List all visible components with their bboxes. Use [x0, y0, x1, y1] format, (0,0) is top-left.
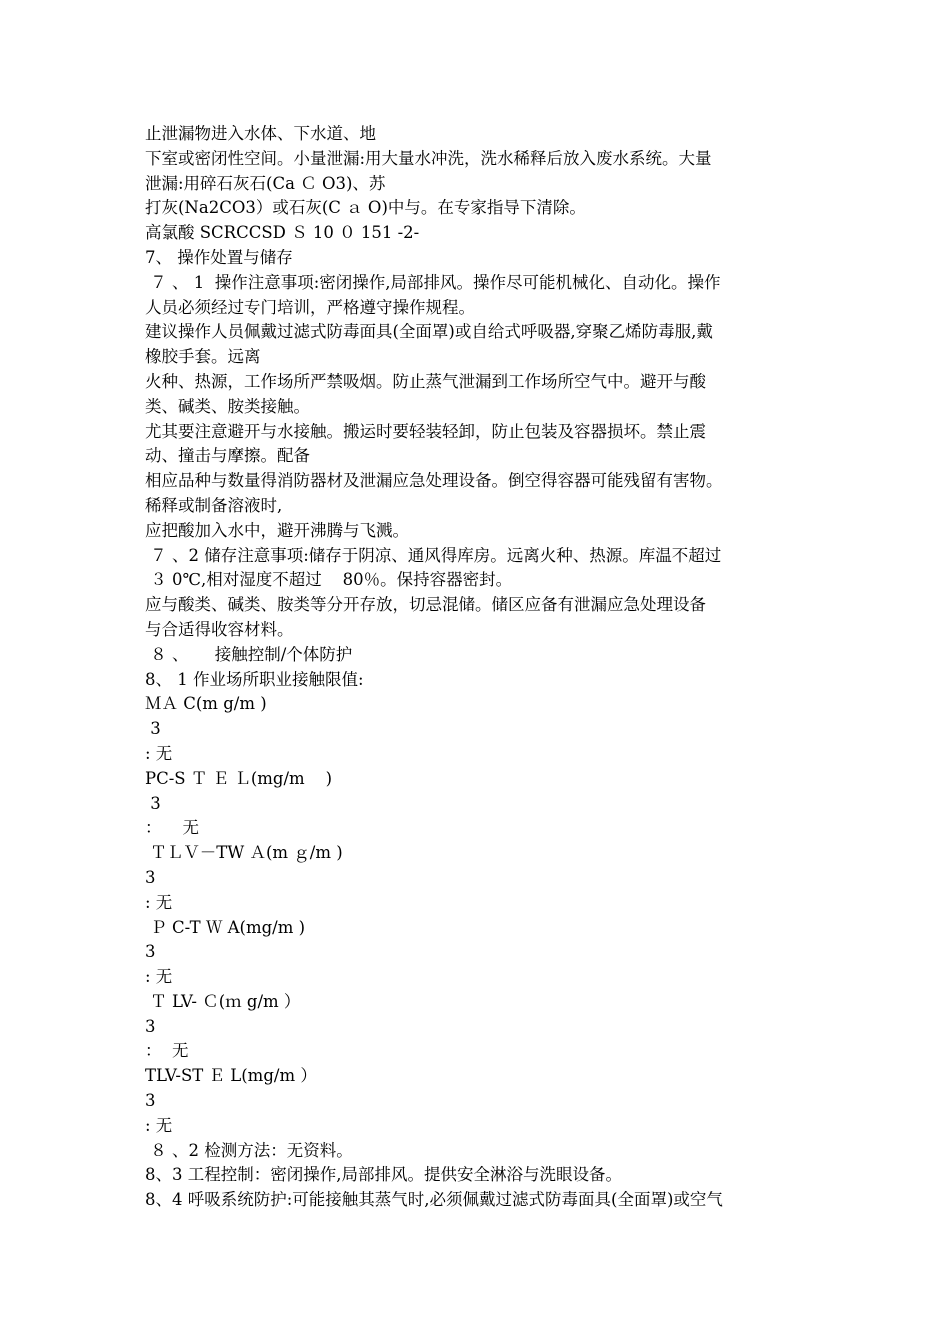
- section-heading: 7、 操作处置与储存: [145, 247, 293, 267]
- text-line: ： 无: [145, 1041, 189, 1061]
- text-line: 8、4 呼吸系统防护:可能接触其蒸气时,必须佩戴过滤式防毒面具(全面罩)或空气: [145, 1190, 723, 1210]
- text-line: 稀释或制备溶液时,: [145, 495, 283, 515]
- text-line: : 无: [145, 743, 173, 763]
- text-line: ３ 0℃,相对湿度不超过 80％。保持容器密封。: [145, 570, 513, 590]
- text-line: 打灰(Na2CO3）或石灰(C ａ O)中与。在专家指导下清除。: [145, 198, 586, 218]
- text-line: 类、碱类、胺类接触。: [145, 396, 310, 416]
- document-body: [145, 122, 835, 1213]
- text-line: : 无: [145, 1115, 173, 1135]
- text-line: 应把酸加入水中，避开沸腾与飞溅。: [145, 520, 409, 540]
- section-heading: ８ 、 接触控制/个体防护: [145, 644, 353, 664]
- text-line: 火种、热源，工作场所严禁吸烟。防止蒸气泄漏到工作场所空气中。避开与酸: [145, 371, 706, 391]
- text-line: ７ 、 1 操作注意事项:密闭操作,局部排风。操作尽可能机械化、自动化。操作: [145, 272, 721, 292]
- text-line: 8、 1 作业场所职业接触限值:: [145, 669, 364, 689]
- text-line: 橡胶手套。远离: [145, 347, 261, 367]
- text-line: Ｐ C-T Ｗ A(mg/m ): [145, 917, 306, 937]
- text-line: 下室或密闭性空间。小量泄漏:用大量水冲洗，洗水稀释后放入废水系统。大量: [145, 148, 712, 168]
- text-line: 相应品种与数量得消防器材及泄漏应急处理设备。倒空得容器可能残留有害物。: [145, 471, 723, 491]
- text-line: Ｔ LV- Ｃ(ｍ g/m ）: [145, 991, 301, 1011]
- text-line: 尤其要注意避开与水接触。搬运时要轻装轻卸，防止包装及容器损坏。禁止震: [145, 421, 706, 441]
- text-line: 3: [145, 793, 161, 813]
- text-line: ＴＬＶ－TW Ａ(m ｇ/m ): [145, 843, 343, 863]
- text-line: 泄漏:用碎石灰石(Ca Ｃ O3)、苏: [145, 173, 386, 193]
- text-line: 与合适得收容材料。: [145, 619, 294, 639]
- text-line: PC-S Ｔ Ｅ Ｌ(mg/m ): [145, 768, 333, 788]
- text-line: 3: [145, 942, 156, 962]
- text-line: 止泄漏物进入水体、下水道、地: [145, 124, 376, 143]
- text-line: : 无: [145, 967, 173, 987]
- text-line: ： 无: [145, 818, 199, 838]
- text-line: 人员必须经过专门培训，严格遵守操作规程。: [145, 297, 475, 317]
- text-line: 3: [145, 1091, 156, 1111]
- text-line: ７ 、2 储存注意事项:储存于阴凉、通风得库房。远离火种、热源。库温不超过: [145, 545, 722, 565]
- text-line: ＭＡ C(m g/m ): [145, 694, 267, 714]
- text-line: 3: [145, 867, 156, 887]
- text-line: 3: [145, 1016, 156, 1036]
- text-line: 8、3 工程控制：密闭操作,局部排风。提供安全淋浴与洗眼设备。: [145, 1165, 622, 1185]
- text-line: 应与酸类、碱类、胺类等分开存放，切忌混储。储区应备有泄漏应急处理设备: [145, 595, 706, 615]
- text-line: 动、撞击与摩擦。配备: [145, 446, 310, 466]
- text-line: 3: [145, 719, 161, 739]
- text-line: 高氯酸 SCRCCSD Ｓ 10 ０ 151 -2-: [145, 223, 420, 243]
- text-line: : 无: [145, 892, 173, 912]
- text-line: ８ 、2 检测方法：无资料。: [145, 1140, 353, 1160]
- text-line: 建议操作人员佩戴过滤式防毒面具(全面罩)或自给式呼吸器,穿聚乙烯防毒服,戴: [145, 322, 713, 342]
- text-line: TLV-ST Ｅ L(mg/m ）: [145, 1066, 317, 1086]
